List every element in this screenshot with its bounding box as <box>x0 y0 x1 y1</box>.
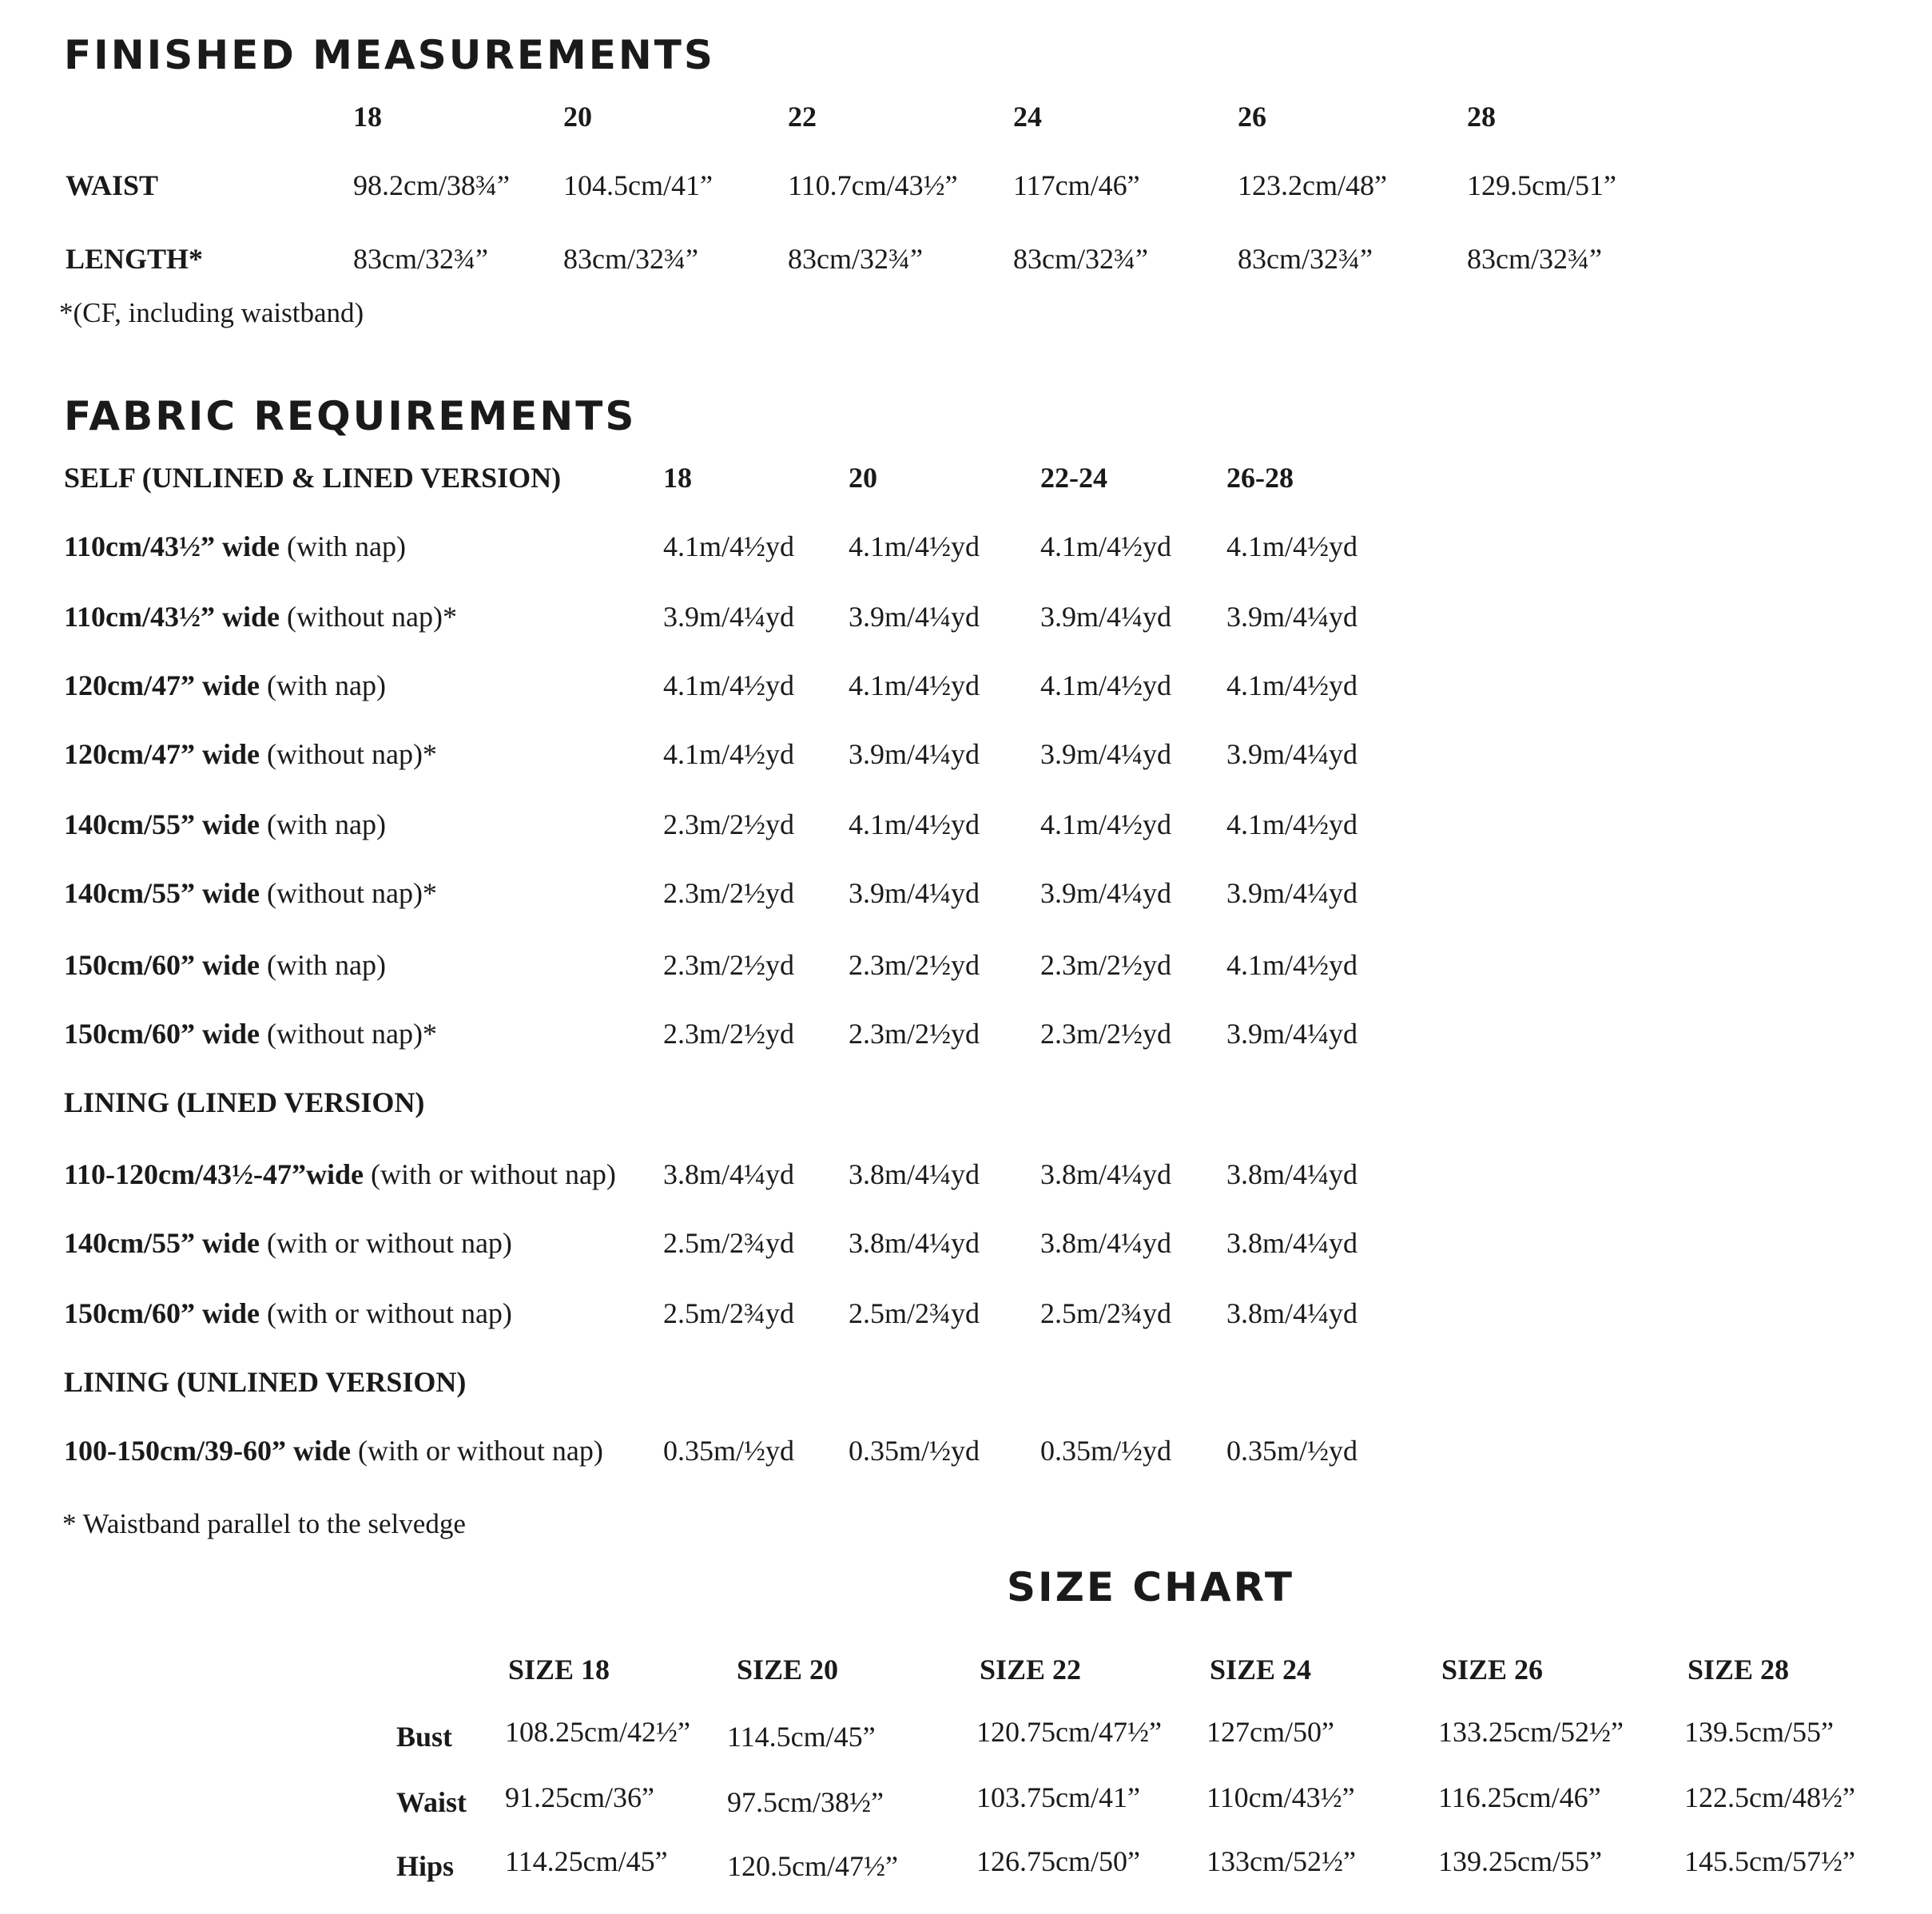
size-chart-cell: 114.25cm/45” <box>505 1845 668 1877</box>
fabric-cell: 2.3m/2½yd <box>849 1018 980 1050</box>
fabric-row-label: 150cm/60” wide (without nap)* <box>64 1018 437 1050</box>
size-chart-cell: 108.25cm/42½” <box>505 1716 690 1748</box>
fabric-cell: 3.9m/4¼yd <box>1040 738 1172 770</box>
finished-cell: 98.2cm/38¾” <box>353 169 510 201</box>
finished-measurements-title: FINISHED MEASUREMENTS <box>64 32 715 78</box>
size-chart-header: SIZE 24 <box>1210 1654 1312 1686</box>
finished-cell: 104.5cm/41” <box>563 169 713 201</box>
fabric-cell: 4.1m/4½yd <box>663 738 795 770</box>
fabric-row-label: 140cm/55” wide (without nap)* <box>64 877 437 909</box>
finished-footnote: *(CF, including waistband) <box>59 297 364 328</box>
fabric-cell: 0.35m/½yd <box>1040 1435 1172 1467</box>
finished-cell: 129.5cm/51” <box>1467 169 1616 201</box>
fabric-cell: 2.3m/2½yd <box>663 877 795 909</box>
fabric-cell: 3.8m/4¼yd <box>1226 1297 1358 1329</box>
fabric-cell: 3.8m/4¼yd <box>1040 1227 1172 1259</box>
size-chart-cell: 91.25cm/36” <box>505 1781 654 1813</box>
fabric-cell: 3.9m/4¼yd <box>1040 601 1172 633</box>
finished-row-label: LENGTH* <box>66 243 204 275</box>
fabric-cell: 3.8m/4¼yd <box>849 1158 980 1190</box>
fabric-cell: 3.9m/4¼yd <box>663 601 795 633</box>
fabric-cell: 4.1m/4½yd <box>1040 530 1172 562</box>
fabric-cell: 4.1m/4½yd <box>1226 530 1358 562</box>
finished-cell: 83cm/32¾” <box>1013 243 1148 275</box>
finished-size-header: 24 <box>1013 101 1042 133</box>
fabric-row-label: 150cm/60” wide (with or without nap) <box>64 1297 512 1329</box>
size-chart-header: SIZE 22 <box>980 1654 1082 1686</box>
size-chart-row-label: Hips <box>396 1850 455 1882</box>
size-chart-cell: 120.75cm/47½” <box>976 1716 1162 1748</box>
size-chart-cell: 127cm/50” <box>1207 1716 1334 1748</box>
unlined-section-header: LINING (UNLINED VERSION) <box>64 1366 467 1398</box>
fabric-cell: 2.3m/2½yd <box>849 949 980 981</box>
size-chart-cell: 120.5cm/47½” <box>727 1850 898 1882</box>
size-chart-header: SIZE 26 <box>1441 1654 1544 1686</box>
fabric-cell: 3.9m/4¼yd <box>1226 738 1358 770</box>
fabric-cell: 3.9m/4¼yd <box>1040 877 1172 909</box>
fabric-row-label: 140cm/55” wide (with or without nap) <box>64 1227 512 1259</box>
fabric-size-header: 18 <box>663 462 692 494</box>
fabric-cell: 2.5m/2¾yd <box>663 1297 795 1329</box>
fabric-cell: 3.9m/4¼yd <box>849 601 980 633</box>
fabric-cell: 2.5m/2¾yd <box>849 1297 980 1329</box>
fabric-cell: 2.5m/2¾yd <box>663 1227 795 1259</box>
fabric-cell: 3.8m/4¼yd <box>1040 1158 1172 1190</box>
fabric-cell: 2.3m/2½yd <box>1040 1018 1172 1050</box>
size-chart-header: SIZE 28 <box>1688 1654 1790 1686</box>
fabric-row-label: 120cm/47” wide (with nap) <box>64 669 386 701</box>
fabric-footnote: * Waistband parallel to the selvedge <box>62 1508 466 1539</box>
fabric-cell: 4.1m/4½yd <box>1226 669 1358 701</box>
fabric-row-label: 110-120cm/43½-47”wide (with or without nap) <box>64 1158 616 1190</box>
size-chart-cell: 114.5cm/45” <box>727 1721 876 1753</box>
fabric-row-label: 110cm/43½” wide (without nap)* <box>64 601 457 633</box>
size-chart-title: SIZE CHART <box>1007 1564 1295 1610</box>
finished-size-header: 20 <box>563 101 592 133</box>
fabric-cell: 2.3m/2½yd <box>1040 949 1172 981</box>
fabric-cell: 3.8m/4¼yd <box>849 1227 980 1259</box>
fabric-cell: 4.1m/4½yd <box>1226 808 1358 840</box>
fabric-cell: 3.8m/4¼yd <box>663 1158 795 1190</box>
size-chart-header: SIZE 20 <box>737 1654 839 1686</box>
lined-section-header: LINING (LINED VERSION) <box>64 1086 425 1118</box>
fabric-row-label: 150cm/60” wide (with nap) <box>64 949 386 981</box>
finished-size-header: 28 <box>1467 101 1496 133</box>
fabric-cell: 4.1m/4½yd <box>663 530 795 562</box>
size-chart-row-label: Waist <box>396 1786 467 1818</box>
finished-cell: 83cm/32¾” <box>1467 243 1602 275</box>
fabric-cell: 3.8m/4¼yd <box>1226 1158 1358 1190</box>
fabric-cell: 3.9m/4¼yd <box>849 738 980 770</box>
size-chart-cell: 126.75cm/50” <box>976 1845 1140 1877</box>
fabric-cell: 2.3m/2½yd <box>663 949 795 981</box>
size-chart-cell: 122.5cm/48½” <box>1684 1781 1855 1813</box>
fabric-cell: 2.3m/2½yd <box>663 1018 795 1050</box>
size-chart-cell: 139.25cm/55” <box>1438 1845 1602 1877</box>
finished-cell: 123.2cm/48” <box>1238 169 1387 201</box>
fabric-cell: 2.3m/2½yd <box>663 808 795 840</box>
finished-cell: 83cm/32¾” <box>563 243 698 275</box>
size-chart-cell: 97.5cm/38½” <box>727 1786 884 1818</box>
fabric-cell: 3.8m/4¼yd <box>1226 1227 1358 1259</box>
self-section-header: SELF (UNLINED & LINED VERSION) <box>64 462 562 494</box>
fabric-requirements-title: FABRIC REQUIREMENTS <box>64 393 637 439</box>
fabric-cell: 3.9m/4¼yd <box>849 877 980 909</box>
finished-cell: 117cm/46” <box>1013 169 1140 201</box>
fabric-cell: 0.35m/½yd <box>1226 1435 1358 1467</box>
size-chart-header: SIZE 18 <box>508 1654 610 1686</box>
finished-cell: 83cm/32¾” <box>788 243 923 275</box>
fabric-cell: 0.35m/½yd <box>663 1435 795 1467</box>
finished-size-header: 18 <box>353 101 382 133</box>
fabric-cell: 2.5m/2¾yd <box>1040 1297 1172 1329</box>
size-chart-cell: 139.5cm/55” <box>1684 1716 1834 1748</box>
fabric-cell: 3.9m/4¼yd <box>1226 877 1358 909</box>
finished-row-label: WAIST <box>66 169 159 201</box>
fabric-cell: 0.35m/½yd <box>849 1435 980 1467</box>
fabric-size-header: 20 <box>849 462 877 494</box>
fabric-cell: 3.9m/4¼yd <box>1226 1018 1358 1050</box>
finished-cell: 83cm/32¾” <box>353 243 488 275</box>
fabric-row-label: 110cm/43½” wide (with nap) <box>64 530 406 562</box>
fabric-row-label: 140cm/55” wide (with nap) <box>64 808 386 840</box>
fabric-size-header: 22-24 <box>1040 462 1107 494</box>
finished-cell: 110.7cm/43½” <box>788 169 958 201</box>
fabric-size-header: 26-28 <box>1226 462 1294 494</box>
fabric-cell: 4.1m/4½yd <box>1040 808 1172 840</box>
size-chart-row-label: Bust <box>396 1721 453 1753</box>
fabric-cell: 4.1m/4½yd <box>663 669 795 701</box>
finished-size-header: 26 <box>1238 101 1266 133</box>
size-chart-cell: 133.25cm/52½” <box>1438 1716 1624 1748</box>
fabric-row-label: 100-150cm/39-60” wide (with or without nap) <box>64 1435 603 1467</box>
size-chart-cell: 116.25cm/46” <box>1438 1781 1601 1813</box>
fabric-cell: 4.1m/4½yd <box>849 669 980 701</box>
size-chart-cell: 145.5cm/57½” <box>1684 1845 1855 1877</box>
fabric-cell: 4.1m/4½yd <box>849 808 980 840</box>
fabric-cell: 4.1m/4½yd <box>849 530 980 562</box>
size-chart-cell: 110cm/43½” <box>1207 1781 1355 1813</box>
fabric-cell: 4.1m/4½yd <box>1040 669 1172 701</box>
fabric-row-label: 120cm/47” wide (without nap)* <box>64 738 437 770</box>
fabric-cell: 4.1m/4½yd <box>1226 949 1358 981</box>
fabric-cell: 3.9m/4¼yd <box>1226 601 1358 633</box>
size-chart-cell: 103.75cm/41” <box>976 1781 1140 1813</box>
finished-cell: 83cm/32¾” <box>1238 243 1373 275</box>
finished-size-header: 22 <box>788 101 817 133</box>
size-chart-cell: 133cm/52½” <box>1207 1845 1356 1877</box>
